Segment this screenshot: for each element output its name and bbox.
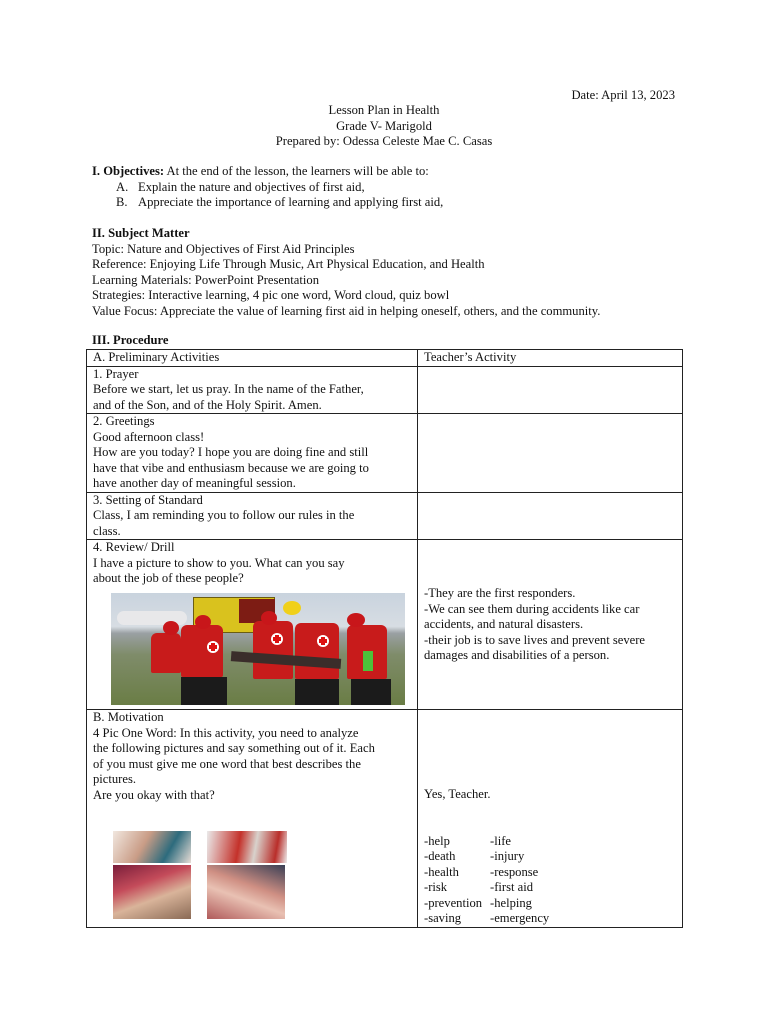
word-item: -response — [490, 864, 539, 879]
word-item: -death — [424, 849, 456, 863]
procedure-table — [86, 349, 683, 928]
objective-item: B. Appreciate the importance of learning and applying first aid, — [116, 195, 444, 209]
pic-four — [207, 865, 285, 919]
column-header: A. Preliminary Activities — [87, 350, 418, 367]
table-header-row — [87, 350, 683, 367]
materials-line: Learning Materials: PowerPoint Presentation — [92, 272, 319, 287]
table-row: 1. Prayer Before we start, let us pray. In the name of the Father, and of the Son, and of the Holy Spirit. Amen. — [87, 366, 683, 414]
pic-one — [113, 831, 191, 863]
word-item: -emergency — [490, 911, 550, 925]
procedure-section — [92, 333, 692, 349]
procedure-heading: III. Procedure — [92, 333, 169, 347]
value-focus-line: Value Focus: Appreciate the value of learning first aid in helping oneself, others, and the community. — [92, 303, 601, 318]
objectives-intro: At the end of the lesson, the learners will be able to: — [164, 164, 429, 178]
grade-section: Grade V- Marigold — [336, 118, 432, 133]
word-item: -prevention — [424, 895, 483, 910]
objectives-heading: I. Objectives: — [92, 164, 165, 178]
first-responders-photo — [111, 593, 405, 705]
greetings-title: 2. Greetings — [93, 414, 155, 428]
subject-matter-section — [92, 226, 692, 319]
word-item: -risk — [424, 880, 448, 894]
word-item: -injury — [490, 849, 525, 863]
subject-matter-heading: II. Subject Matter — [92, 226, 190, 240]
objectives-section — [92, 164, 692, 211]
word-item: -health — [424, 864, 459, 879]
lesson-date: Date: April 13, 2023 — [571, 88, 675, 102]
motivation-question: Are you okay with that? — [93, 787, 215, 802]
standard-title: 3. Setting of Standard — [93, 492, 203, 507]
review-answer: damages and disabilities of a person. — [424, 648, 610, 662]
word-list — [424, 834, 682, 927]
prayer-title: 1. Prayer — [93, 366, 139, 381]
motivation-reply: Yes, Teacher. — [424, 787, 491, 801]
review-title: 4. Review/ Drill — [93, 540, 175, 554]
pic-three — [113, 865, 191, 919]
motivation-title: B. Motivation — [93, 710, 164, 724]
word-item: -help — [424, 833, 450, 848]
review-answer: accidents, and natural disasters. — [424, 617, 584, 631]
strategies-line: Strategies: Interactive learning, 4 pic one word, Word cloud, quiz bowl — [92, 288, 450, 302]
table-row: B. Motivation 4 Pic One Word: In this activity, you need to analyze the following pictures and say something out of it. Each of you must give me one word that best describes the pictures. Are you okay with that? Yes, Teacher. -help -life -death -injury -health -response -risk -first aid -prevention -helping -saving -emergency — [87, 710, 683, 928]
review-answer: -their job is to save lives and prevent severe — [424, 632, 646, 647]
topic-line: Topic: Nature and Objectives of First Aid Principles — [92, 241, 355, 256]
objective-item: A. Explain the nature and objectives of first aid, — [116, 179, 365, 194]
table-row: 2. Greetings Good afternoon class! How are you today? I hope you are doing fine and still have that vibe and enthusiasm because we are going to have another day of meaningful session. — [87, 414, 683, 493]
word-item: -first aid — [490, 880, 534, 894]
word-item: -life — [490, 833, 511, 848]
word-item: -helping — [490, 895, 532, 910]
review-answer: -They are the first responders. — [424, 586, 576, 600]
reference-line: Reference: Enjoying Life Through Music, Art Physical Education, and Health — [92, 257, 485, 271]
word-item: -saving — [424, 911, 462, 925]
prepared-by: Prepared by: Odessa Celeste Mae C. Casas — [275, 134, 493, 148]
document-title: Lesson Plan in Health — [328, 103, 440, 117]
table-row: 4. Review/ Drill I have a picture to show to you. What can you say about the job of these people? -They are the first responders. -We can see them during accidents like car accidents, and natural disasters. -their job is to save lives and prevent severe damages and disabilities of a person. — [87, 540, 683, 710]
four-pics-group — [93, 831, 417, 923]
document-header — [0, 103, 768, 150]
pic-two — [207, 831, 287, 863]
review-answer: -We can see them during accidents like car — [424, 601, 640, 616]
column-header: Teacher’s Activity — [418, 350, 683, 367]
table-row: 3. Setting of Standard Class, I am reminding you to follow our rules in the class. — [87, 492, 683, 540]
